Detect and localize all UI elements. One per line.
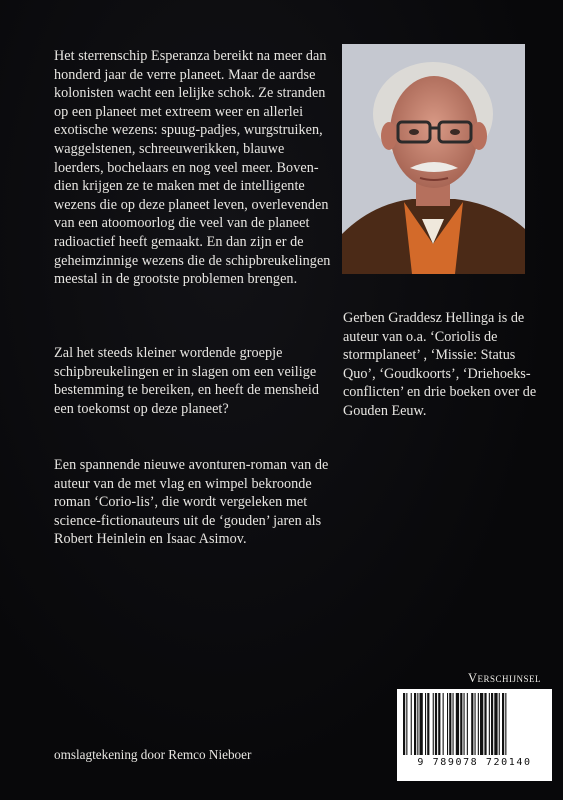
- barcode-bar: [464, 693, 465, 755]
- author-bio: Gerben Graddesz Hellinga is de auteur van o.a. ‘Coriolis de stormplaneet’ , ‘Missie: Status Quo’, ‘Goudkoorts’, ‘Driehoeks-conflicten’ en drie boeken over de Gouden Eeuw.: [343, 310, 537, 419]
- barcode-bar: [417, 693, 418, 755]
- barcode-bars: [401, 693, 548, 755]
- barcode-digits: 9 789078 720140: [417, 757, 532, 768]
- author-photo: [342, 44, 525, 274]
- barcode-bar: [489, 693, 490, 755]
- barcode-bar: [456, 693, 459, 755]
- barcode-bar: [443, 693, 444, 755]
- barcode-bar: [475, 693, 476, 755]
- barcode-bar: [480, 693, 483, 755]
- blurb-paragraph-3: Een spannende nieuwe avonturen-roman van de auteur van de met vlag en wimpel bekroonde roman ‘Corio-lis’, die wordt vergeleken met science-fictionauteurs uit de ‘gouden’ jaren als Robert Heinlein en Isaac Asimov.: [54, 457, 329, 548]
- barcode-bar: [403, 693, 405, 755]
- barcode-bar: [433, 693, 434, 755]
- barcode-bar: [449, 693, 451, 755]
- barcode-bar: [494, 693, 497, 755]
- barcode-bar: [420, 693, 423, 755]
- barcode-bar: [491, 693, 493, 755]
- barcode-bar: [438, 693, 440, 755]
- barcode-bar: [471, 693, 473, 755]
- barcode-bar: [460, 693, 462, 755]
- barcode-bar: [425, 693, 426, 755]
- barcode-bar: [414, 693, 416, 755]
- barcode-bar: [453, 693, 454, 755]
- barcode-bar: [467, 693, 468, 755]
- barcode-bar: [411, 693, 412, 755]
- barcode-bar: [447, 693, 448, 755]
- barcode-bar: [435, 693, 437, 755]
- barcode-bar: [478, 693, 479, 755]
- barcode-bar: [505, 693, 506, 755]
- cover-illustration-credit: omslagtekening door Remco Nieboer: [54, 747, 252, 762]
- author-portrait-image: [342, 44, 525, 274]
- barcode-bar: [502, 693, 504, 755]
- barcode-bar: [484, 693, 486, 755]
- barcode-bar: [427, 693, 429, 755]
- barcode-bar: [406, 693, 407, 755]
- barcode-bar: [499, 693, 500, 755]
- publisher-name: Verschijnsel: [468, 671, 542, 685]
- blurb-paragraph-1: Het sterrenschip Esperanza bereikt na meer dan honderd jaar de verre planeet. Maar de aardse kolonisten wacht een lelijke schok. Ze stranden op een planeet met extreem weer en allerlei exotische wezens: spuug-padjes, wurgstruiken, waggelstenen, schreeuwerikken, blauwe loerders, bochelaars en nog veel meer. Boven-dien krijgen ze te maken met de intelligente wezens die op deze planeet leven, overlevenden van een atoomoorlog die veel van de planeet radioactief heeft gemaakt. En dan zijn er de geheimzinnige wezens die de schipbreukelingen meestal in de grootste problemen brengen.: [54, 48, 331, 288]
- barcode: [397, 689, 552, 781]
- blurb-paragraph-2: Zal het steeds kleiner wordende groepje schipbreukelingen er in slagen om een veilige bestemming te bereiken, en heeft de mensheid een toekomst op deze planeet?: [54, 345, 319, 417]
